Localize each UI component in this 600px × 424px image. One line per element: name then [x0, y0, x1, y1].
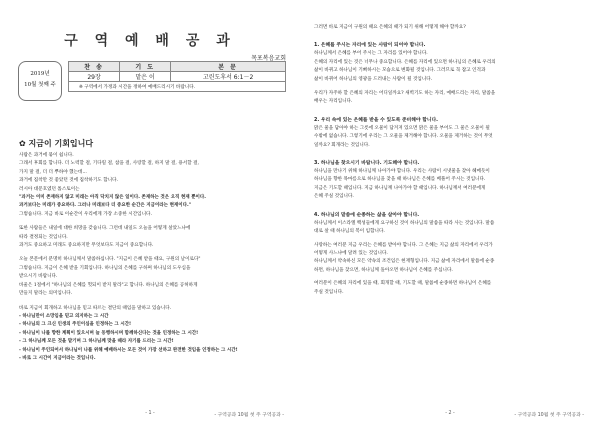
paragraph — [19, 152, 289, 194]
bullet-item: - 그 하나님께 모든 것을 맡기며 그 하나님께 맞을 때라 자기를 드리는 그 시간! — [19, 339, 174, 345]
text-line: 과거에 집착만 것 좋았던 것에 집착하기도 합니다. — [19, 178, 118, 184]
text-line: 맑은 물을 담아야 하는 그릇에 오물이 담겨져 있으면 맑은 물을 부어도 그 물은 오물이 될 — [314, 125, 490, 131]
text-line: 그렇습니다. 지금이 은혜 받을 기회입니다. 하나님의 은혜를 구하며 하나님의 도우심을 — [19, 265, 191, 271]
spacer — [314, 202, 584, 208]
text-line: 우리가 자주하 할 은혜의 자리는 어디일까요? 새벽기도 하는 자리, 예배드리는 자리, 말씀을 — [314, 91, 496, 97]
spacer — [314, 297, 584, 303]
text-line: 주실 것입니다. — [314, 289, 344, 295]
paragraph — [314, 50, 584, 84]
text-line: 과거보다는 미래가 중요하다. 그러나 미래보다 더 중요한 순간은 지금이라는 현재이다." — [19, 203, 192, 209]
flower-icon: ✿ — [19, 139, 29, 148]
left-body — [19, 152, 289, 363]
text-line: 하나님을 향한 목마름으로 하나님을 찾을 때 하나님은 은혜를 베풀어 주시는 것입니다. — [314, 177, 486, 183]
text-line: 만들지 말라는 의미입니다. — [19, 291, 73, 297]
table-note: ※ 구역에서 가정과 시간을 정하여 예배드리시기 바랍니다. — [69, 82, 286, 92]
header-text: 본 문 — [171, 62, 286, 72]
spacer — [314, 150, 584, 156]
text-line: 하나님께서 이스라엘 백성들에게 요구하신 것이 하나님의 말씀을 따라 사는 것입니다. 말씀 — [314, 220, 495, 226]
header-prayer: 기 도 — [120, 62, 171, 72]
footer-org: - 구역공과 10월 첫 주 구역공과 - — [214, 413, 284, 418]
text-line: "과거는 이미 존재하지 않고 미래는 아직 닥치지 않은 일이다. 존재하는 것은 오직 현재 뿐이다. — [19, 195, 206, 201]
spacer — [314, 107, 584, 113]
date-week: 10월 첫째 주 — [24, 82, 56, 88]
section-heading: 1. 은혜를 주시는 자리에 있는 사람이 되어야 합니다. — [314, 43, 426, 49]
text-line: 일까요? 회개라는 것입니다. — [314, 142, 370, 148]
text-line: 하면, 하나님을 찾으면, 하나님께 돌아오면 하나님이 은혜를 주십니다. — [314, 267, 453, 273]
right-body — [314, 24, 584, 303]
text-line: 가지 말 걸, 더 더 뿌하야 했는데... — [19, 169, 87, 175]
page-number: - 2 - — [445, 411, 455, 416]
paragraph — [19, 225, 289, 250]
bullet-item: - 바로 그 시간이 지금이라는 것입니다. — [19, 355, 96, 361]
section-heading: 2. 우리 속에 있는 은혜를 받을 수 있도록 준비해야 합니다. — [314, 117, 438, 123]
paragraph — [314, 90, 584, 107]
section-heading — [19, 138, 93, 149]
cell-hymn: 29장 — [69, 72, 120, 82]
cell-text: 고린도후서 6:1－2 — [171, 72, 286, 82]
text-line: 하나님께서 은혜를 부어 주시는 그 자리를 있어야 합니다. — [314, 51, 428, 57]
text-line: 지금은 기도할 때입니다. 지금 하나님께 나아가야 할 때입니다. 하나님께서 여러분에게 — [314, 185, 486, 191]
text-line: 바울은 1절에서 "하나님의 은혜를 헛되이 받지 말라"고 합니다. 하나님의 은혜를 공허하게 — [19, 282, 198, 288]
page-right — [300, 0, 600, 424]
text-line: 오늘 본문에서 분명히 하나님께서 말씀하십니다. "지금이 은혜 받을 때요, 구원의 날이로다" — [19, 257, 201, 263]
paragraph — [314, 168, 584, 202]
text-line: 그렇습니다. 지금 바로 이순간이 우리에게 가장 소중한 시간입니다. — [19, 211, 152, 217]
cell-prayer: 맡은 이 — [120, 72, 171, 82]
text-line: 또한 사람들은 내일에 대한 희망을 갖습니다. 그런데 내일도 오늘을 어떻게 살았느냐에 — [19, 226, 191, 232]
text-line: 삶이 바뀌어 하나님의 영광을 드러내는 사람이 될 것입니다. — [314, 76, 433, 82]
bullet-item: - 하나님이 주인되어서 하나님이 나를 위해 예배하시는 모든 것이 가장 선하고 완전한 것임을 인정하는 그 시간! — [19, 347, 238, 353]
text-line: 여러분이 은혜의 자리에 있을 때, 회개할 때, 기도할 때, 말씀에 순종하면 하나님이 은혜를 — [314, 281, 492, 287]
intro-text: 그러면 바로 지금이 구원의 때요 은혜의 때가 되기 위해 어떻게 해야 할까요? — [314, 25, 466, 30]
text-line: 수밖에 없습니다. 그렇기에 우리는 그 오물을 제거해야 합니다. 오물을 제거하는 것이 무엇 — [314, 134, 493, 140]
text-line: 하나님께서 약속하신 모든 약속의 조건임은 현재형입니다. 지금 삶에 자리에서 말씀에 순종 — [314, 259, 495, 265]
paragraph — [19, 256, 289, 298]
text-line: 삶이 바뀌고 하나님이 기뻐하시는 모습으로 변화될 것입니다. 그러므로 꼭 잡고 인격과 — [314, 68, 486, 74]
bullet-item: - 하나님이 나를 향한 계획이 있으시며 늘 동행하시며 함께하신다는 것을 인정하는 그 시간! — [19, 330, 199, 336]
paragraph — [19, 211, 289, 219]
page-number: - 1 - — [145, 411, 155, 416]
text-line: 그래서 후회를 합니다. 더 노력할 걸, 기다릴 걸, 참을 걸, 사랑할 걸, 하지 말 걸, 용서할 걸, — [19, 161, 200, 167]
text-line: 배우는 자리입니다. — [314, 99, 353, 105]
paragraph — [314, 220, 584, 297]
text-line: 사람은 과거에 묶이 쉽니다. — [19, 153, 74, 158]
header-hymn: 찬 송 — [69, 62, 120, 72]
text-line: 은혜 주실 것입니다. — [314, 194, 354, 200]
church-name: 목포복음교회 — [251, 55, 286, 62]
text-line: 하나님을 만나기 위해 하나님께 나아가야 합니다. 우리는 사람이 시냇물을 찾아 헤매듯이 — [314, 169, 490, 175]
bullet-list — [19, 313, 289, 363]
date-year: 2019년 — [30, 71, 50, 77]
spacer — [314, 32, 584, 38]
paragraph — [19, 194, 289, 211]
footer-org: - 구역공과 10월 첫 주 구역공과 - — [514, 413, 584, 418]
text-line: 러시아 대문호였던 톨스토이는 — [19, 186, 80, 192]
text-line: 대로 살 때 하나님의 복이 임합니다. — [314, 229, 385, 235]
heading-text: 지금이 기회입니다 — [28, 139, 94, 148]
page-title: 구 역 예 배 공 과 — [64, 33, 236, 49]
bullet-item: - 하나님만이 소망임을 믿고 의지하는 그 시간 — [19, 313, 109, 319]
bullet-item: - 하나님의 그 크신 인생의 주인이심을 인정하는 그 시간! — [19, 322, 132, 328]
date-box — [18, 61, 62, 101]
text-line: 바로 지금이 회개하고 하나님을 믿고 따르는 결단의 때임을 말하고 있습니다. — [19, 305, 172, 311]
section-heading: 4. 하나님의 말씀에 순종하는 삶을 살아야 합니다. — [314, 212, 420, 218]
text-line: 받으시기 바랍니다. — [19, 274, 58, 280]
service-table — [68, 61, 286, 92]
text-line: 과거도 중요하고 미래도 중요하지만 무엇보다도 지금이 중요합니다. — [19, 243, 154, 249]
text-line: 은혜의 자리에 있는 것은 너무나 중요합니다. 은혜를 자리에 있으면 하나님의 은혜로 우리의 — [314, 59, 496, 65]
text-line: 어떻게 사느냐에 달려 있는 것입니다. — [314, 250, 388, 256]
text-line: 사랑하는 여러분 지금 우리는 은혜를 받아야 합니다. 그 은혜는 지금 삶의 자리에서 우리가 — [314, 242, 493, 248]
text-line: 따라 결정되는 것입니다. — [19, 234, 68, 240]
paragraph — [19, 305, 289, 313]
paragraph — [314, 125, 584, 150]
section-heading: 3. 하나님을 찾으시기 바랍니다. 기도해야 합니다. — [314, 161, 420, 167]
